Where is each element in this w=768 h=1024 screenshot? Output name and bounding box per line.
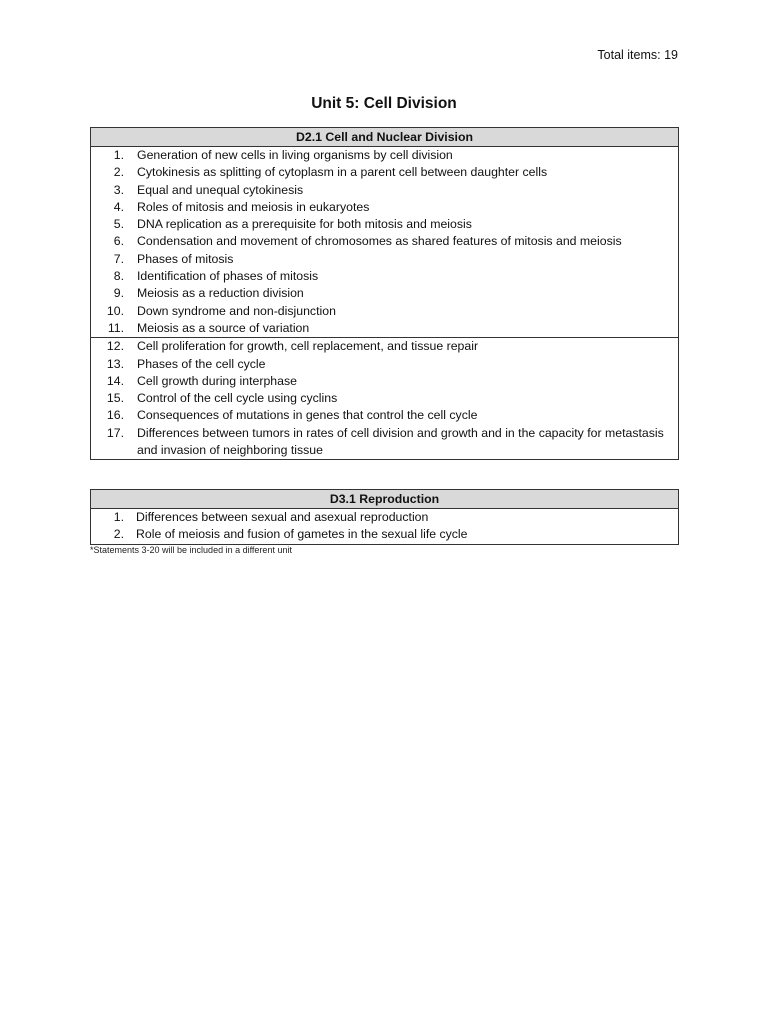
list-item-text: Roles of mitosis and meiosis in eukaryotes (137, 199, 370, 214)
list-item (91, 320, 678, 337)
list-item-text: Consequences of mutations in genes that control the cell cycle (137, 408, 478, 423)
list-item-number: 17. (106, 425, 124, 440)
list-item (91, 338, 678, 355)
list-item-number: 7. (113, 251, 124, 266)
list-item-text: Role of meiosis and fusion of gametes in the sexual life cycle (136, 527, 468, 542)
list-item-text: Cell growth during interphase (137, 373, 297, 388)
list-item-number: 8. (113, 269, 124, 284)
d31-section (91, 509, 678, 544)
list-item (91, 199, 678, 216)
list-item-text: Equal and unequal cytokinesis (137, 182, 304, 197)
list-item (91, 164, 678, 181)
list-item (91, 526, 678, 543)
list-item (91, 147, 678, 164)
total-items-count: Total items: 19 (597, 48, 678, 62)
list-item (91, 216, 678, 233)
list-item (91, 356, 678, 373)
list-item (91, 407, 678, 424)
footnote: *Statements 3-20 will be included in a different unit (90, 545, 292, 555)
list-item (91, 182, 678, 199)
list-item-number: 1. (113, 510, 124, 524)
d21-section-2 (91, 337, 678, 459)
list-item-text: Cell proliferation for growth, cell replacement, and tissue repair (137, 339, 479, 354)
list-item-number: 5. (113, 217, 124, 232)
list-item (91, 303, 678, 320)
page-title: Unit 5: Cell Division (311, 95, 457, 112)
list-item-number: 12. (106, 339, 124, 354)
list-item (91, 285, 678, 302)
list-item (91, 390, 678, 407)
list-item-number: 6. (113, 234, 124, 249)
list-item-text: Phases of mitosis (137, 251, 234, 266)
list-item-text: Differences between sexual and asexual reproduction (136, 510, 429, 524)
list-item-text: Generation of new cells in living organisms by cell division (137, 148, 453, 162)
d31-table (90, 489, 679, 545)
d21-section-1 (91, 147, 678, 337)
list-item-number: 1. (113, 148, 124, 162)
list-item-text: Cytokinesis as splitting of cytoplasm in a parent cell between daughter cells (137, 165, 548, 180)
list-item (91, 509, 678, 526)
list-item-number: 11. (107, 320, 124, 335)
list-item-number: 2. (113, 527, 124, 542)
list-item-number: 3. (113, 182, 124, 197)
list-item-text: Identification of phases of mitosis (137, 269, 319, 284)
d31-table-heading: D3.1 Reproduction (91, 490, 678, 509)
list-item-number: 4. (113, 199, 124, 214)
list-item (91, 233, 678, 250)
list-item (91, 251, 678, 268)
list-item (91, 268, 678, 285)
d21-table (90, 127, 679, 460)
list-item (91, 373, 678, 390)
list-item-number: 9. (113, 286, 124, 301)
list-item-text: Condensation and movement of chromosomes as shared features of mitosis and meiosis (137, 234, 622, 249)
list-item-text: Differences between tumors in rates of cell division and growth and in the capacity for metastasis and invasion of neighboring tissue (137, 425, 668, 458)
list-item-text: Down syndrome and non-disjunction (137, 303, 336, 318)
list-item-number: 16. (106, 408, 124, 423)
d21-table-heading: D2.1 Cell and Nuclear Division (91, 128, 678, 147)
list-item-number: 15. (106, 391, 124, 406)
list-item-number: 10. (106, 303, 124, 318)
list-item (91, 425, 678, 460)
list-item-number: 2. (113, 165, 124, 180)
list-item-number: 13. (106, 356, 124, 371)
list-item-text: Phases of the cell cycle (137, 356, 266, 371)
list-item-text: DNA replication as a prerequisite for both mitosis and meiosis (137, 217, 472, 232)
list-item-text: Control of the cell cycle using cyclins (137, 391, 338, 406)
list-item-number: 14. (106, 373, 124, 388)
list-item-text: Meiosis as a reduction division (137, 286, 304, 301)
list-item-text: Meiosis as a source of variation (137, 320, 310, 335)
